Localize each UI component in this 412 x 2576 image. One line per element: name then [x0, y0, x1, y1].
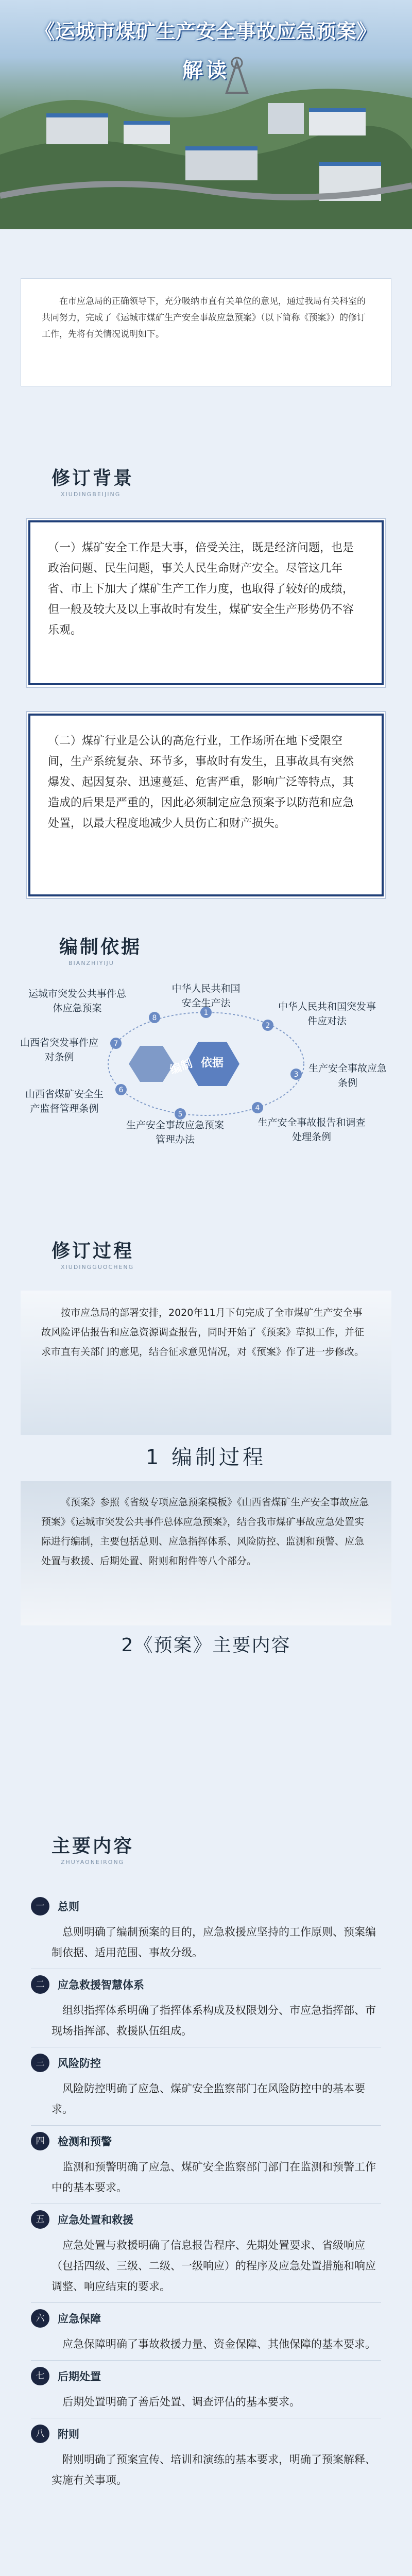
- main-content-list: [31, 1896, 381, 2502]
- basis-item-1: 中华人民共和国安全生产法: [171, 983, 241, 1009]
- basis-dot-6: [115, 1084, 127, 1095]
- svg-text:7: 7: [113, 1040, 118, 1048]
- main-item-monitoring: [31, 2131, 381, 2198]
- item-title: 应急处置和救援: [58, 2214, 133, 2226]
- divider: [31, 2125, 381, 2126]
- svg-text:1: 1: [203, 1009, 209, 1017]
- section-header-main: [52, 1832, 134, 1866]
- basis-dot-3: [290, 1069, 302, 1080]
- basis-center-right: 依据: [200, 1057, 224, 1070]
- basis-dot-2: [262, 1020, 273, 1031]
- item-number-badge: 一: [31, 1897, 49, 1916]
- basis-item-3: 生产安全事故应急条例: [308, 1063, 387, 1089]
- item-number-badge: 二: [31, 1975, 49, 1994]
- process-intro-box: [21, 1291, 391, 1435]
- process-subheading-2: 2《预案》主要内容: [121, 1635, 291, 1656]
- item-body: 应急保障明确了事故救援力量、资金保障、其他保障的基本要求。: [62, 2338, 376, 2350]
- basis-item-5: 生产安全事故应急预案管理办法: [126, 1120, 224, 1145]
- item-body: 总则明确了编制预案的目的，应急救援应坚持的工作原则、预案编制依据、适用范围、事故分级。: [52, 1926, 376, 1959]
- hero-banner: [0, 0, 412, 229]
- svg-text:5: 5: [178, 1110, 183, 1118]
- process-panel: [21, 1291, 391, 1625]
- page-subtitle: 解读: [182, 58, 230, 82]
- section-title: 修订背景: [52, 468, 134, 489]
- svg-text:8: 8: [152, 1014, 157, 1022]
- basis-item-7: 山西省突发事件应对条例: [20, 1037, 98, 1063]
- main-item-general: [31, 1896, 381, 1963]
- basis-item-2: 中华人民共和国突发事件应对法: [278, 1001, 376, 1027]
- main-item-risk-control: [31, 2053, 381, 2120]
- item-title: 应急救援智慧体系: [58, 1979, 144, 1991]
- svg-text:2: 2: [265, 1022, 270, 1030]
- item-title: 应急保障: [58, 2313, 101, 2325]
- section-header-background: [52, 464, 134, 498]
- basis-dot-7: [110, 1038, 122, 1049]
- divider: [31, 2302, 381, 2303]
- intro-box: [21, 278, 391, 386]
- intro-text: 在市应急局的正确领导下，充分吸纳市直有关单位的意见，通过我局有关科室的共同努力，完成了《运城市煤矿生产安全事故应急预案》（以下简称《预案》）的修订工作，先将有关情况说明如下。: [42, 296, 366, 340]
- background-card-2: [28, 714, 384, 896]
- item-number-badge: 四: [31, 2132, 49, 2150]
- item-title: 附则: [58, 2428, 79, 2441]
- item-number-badge: 八: [31, 2425, 49, 2443]
- section-pinyin: ZHUYAONEIRONG: [61, 1859, 125, 1866]
- section-pinyin: BIANZHIYIJU: [68, 960, 114, 967]
- item-body: 监测和预警明确了应急、煤矿安全监察部门部门在监测和预警工作中的基本要求。: [52, 2161, 376, 2194]
- process-intro-text: 按市应急局的部署安排，2020年11月下旬完成了全市煤矿生产安全事故风险评估报告和应急资源调查报告，同时开始了《预案》草拟工作，并征求市直有关部门的意见，结合征求意见情况，对《预案》作了进一步修改。: [41, 1307, 365, 1358]
- item-body: 组织指挥体系明确了指挥体系构成及权限划分、市应急指挥部、市现场指挥部、救援队伍组成。: [52, 2004, 376, 2037]
- main-item-aftermath: [31, 2366, 381, 2412]
- item-number-badge: 三: [31, 2054, 49, 2072]
- section-pinyin: XIUDINGBEIJING: [61, 491, 121, 498]
- basis-center-left: 编制: [168, 1057, 195, 1077]
- item-body: 附则明确了预案宣传、培训和演练的基本要求，明确了预案解释、实施有关事项。: [52, 2453, 376, 2486]
- item-title: 风险防控: [58, 2057, 101, 2070]
- main-item-command-system: [31, 1974, 381, 2041]
- item-number-badge: 七: [31, 2367, 49, 2385]
- basis-item-4: 生产安全事故报告和调查处理条例: [258, 1117, 366, 1143]
- page-title: 《运城市煤矿生产安全事故应急预案》: [35, 20, 377, 43]
- background-text-2: （二）煤矿行业是公认的高危行业，工作场所在地下受限空间，生产系统复杂、环节多，事故时有发生，且事故具有突然爆发、起因复杂、迅速蔓延、危害严重，影响广泛等特点，其造成的后果是严重的，因此必须制定应急预案予以防范和应急处置，以最大程度地减少人员伤亡和财产损失。: [48, 735, 354, 830]
- item-title: 后期处置: [58, 2370, 101, 2383]
- item-body: 风险防控明确了应急、煤矿安全监察部门在风险防控中的基本要求。: [52, 2082, 365, 2115]
- item-title: 总则: [58, 1901, 79, 1913]
- section-title: 编制依据: [59, 937, 142, 958]
- process-subheading-1: 1 编制过程: [145, 1446, 267, 1469]
- svg-text:3: 3: [294, 1071, 299, 1079]
- svg-text:4: 4: [255, 1104, 260, 1112]
- svg-text:6: 6: [118, 1086, 124, 1094]
- section-pinyin: XIUDINGGUOCHENG: [61, 1264, 134, 1270]
- background-card-1: [28, 520, 384, 685]
- basis-item-6: 山西省煤矿安全生产监督管理条例: [25, 1089, 104, 1114]
- main-item-response: [31, 2209, 381, 2297]
- process-body-box: [21, 1481, 391, 1625]
- item-title: 检测和预警: [58, 2136, 112, 2148]
- basis-item-8: 运城市突发公共事件总体应急预案: [28, 988, 126, 1014]
- item-number-badge: 五: [31, 2210, 49, 2229]
- background-text-1: （一）煤矿安全工作是大事，倍受关注，既是经济问题，也是政治问题、民生问题，事关人民生命财产安全。尽管这几年省、市上下加大了煤矿生产工作力度，也取得了较好的成绩，但一般及较大及以上事故时有发生，煤矿安全生产形势仍不容乐观。: [48, 541, 354, 637]
- item-body: 后期处置明确了善后处置、调查评估的基本要求。: [62, 2396, 300, 2408]
- divider: [31, 2360, 381, 2361]
- item-body: 应急处置与救援明确了信息报告程序、先期处置要求、省级响应（包括四级、三级、二级、一级响应）的程序及应急处置措施和响应调整、响应结束的要求。: [52, 2239, 376, 2293]
- main-item-supplementary: [31, 2424, 381, 2490]
- section-header-basis: [59, 933, 142, 967]
- main-item-support: [31, 2308, 381, 2354]
- basis-dot-8: [149, 1012, 160, 1023]
- section-header-process: [52, 1236, 134, 1270]
- section-title: 主要内容: [52, 1836, 134, 1857]
- section-title: 修订过程: [52, 1241, 134, 1262]
- process-body-text: 《预案》参照《省级专项应急预案模板》《山西省煤矿生产安全事故应急预案》《运城市突发公共事件总体应急预案》，结合我市煤矿事故应急处置实际进行编制，主要包括总则、应急指挥体系、风险防控、监测和预警、应急处置与救援、后期处置、附则和附件等八个部分。: [41, 1497, 369, 1567]
- basis-dot-4: [252, 1102, 263, 1113]
- item-number-badge: 六: [31, 2309, 49, 2328]
